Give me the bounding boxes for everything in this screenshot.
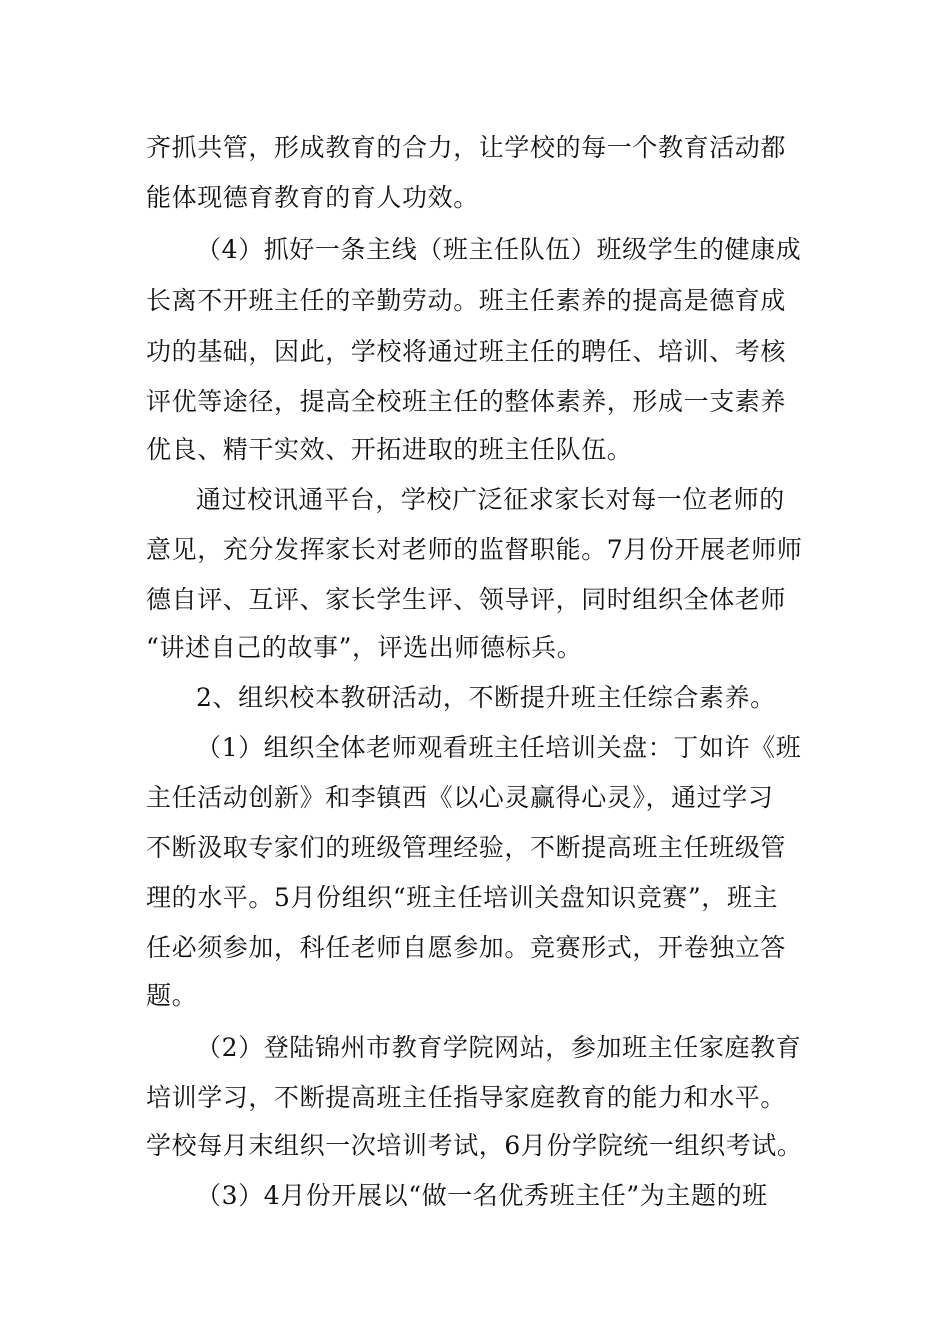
text-line: （4）抓好一条主线（班主任队伍）班级学生的健康成 <box>196 235 802 264</box>
text-line: 通过校讯通平台，学校广泛征求家长对每一位老师的 <box>196 485 785 514</box>
text-line: （2）登陆锦州市教育学院网站，参加班主任家庭教育 <box>196 1033 802 1062</box>
text-line: 评优等途径，提高全校班主任的整体素养，形成一支素养 <box>146 387 787 416</box>
text-line: 德自评、互评、家长学生评、领导评，同时组织全体老师 <box>146 585 787 614</box>
text-line: 齐抓共管，形成教育的合力，让学校的每一个教育活动都 <box>146 133 787 162</box>
text-line: （3）4月份开展以“做一名优秀班主任”为主题的班 <box>196 1181 768 1210</box>
text-line: 优良、精干实效、开拓进取的班主任队伍。 <box>146 435 633 464</box>
text-line: 培训学习，不断提高班主任指导家庭教育的能力和水平。 <box>146 1083 787 1112</box>
text-line: 功的基础，因此，学校将通过班主任的聘任、培训、考核 <box>146 337 787 366</box>
text-line: 长离不开班主任的辛勤劳动。班主任素养的提高是德育成 <box>146 286 787 315</box>
text-line: 主任活动创新》和李镇西《以心灵赢得心灵》，通过学习 <box>146 783 774 812</box>
text-line: 题。 <box>146 981 198 1010</box>
section-heading: 2、组织校本教研活动，不断提升班主任综合素养。 <box>196 683 776 712</box>
text-line: 意见，充分发挥家长对老师的监督职能。7月份开展老师师 <box>146 535 803 564</box>
text-line: 学校每月末组织一次培训考试，6月份学院统一组织考试。 <box>146 1131 803 1160</box>
text-line: 理的水平。5月份组织“班主任培训关盘知识竞赛”，班主 <box>146 883 779 912</box>
text-line: 任必须参加，科任老师自愿参加。竞赛形式，开卷独立答 <box>146 933 787 962</box>
text-line: 不断汲取专家们的班级管理经验，不断提高班主任班级管 <box>146 833 787 862</box>
text-line: （1）组织全体老师观看班主任培训关盘：丁如许《班 <box>196 733 802 762</box>
text-line: “讲述自己的故事”，评选出师德标兵。 <box>146 633 583 662</box>
text-line: 能体现德育教育的育人功效。 <box>146 183 479 212</box>
